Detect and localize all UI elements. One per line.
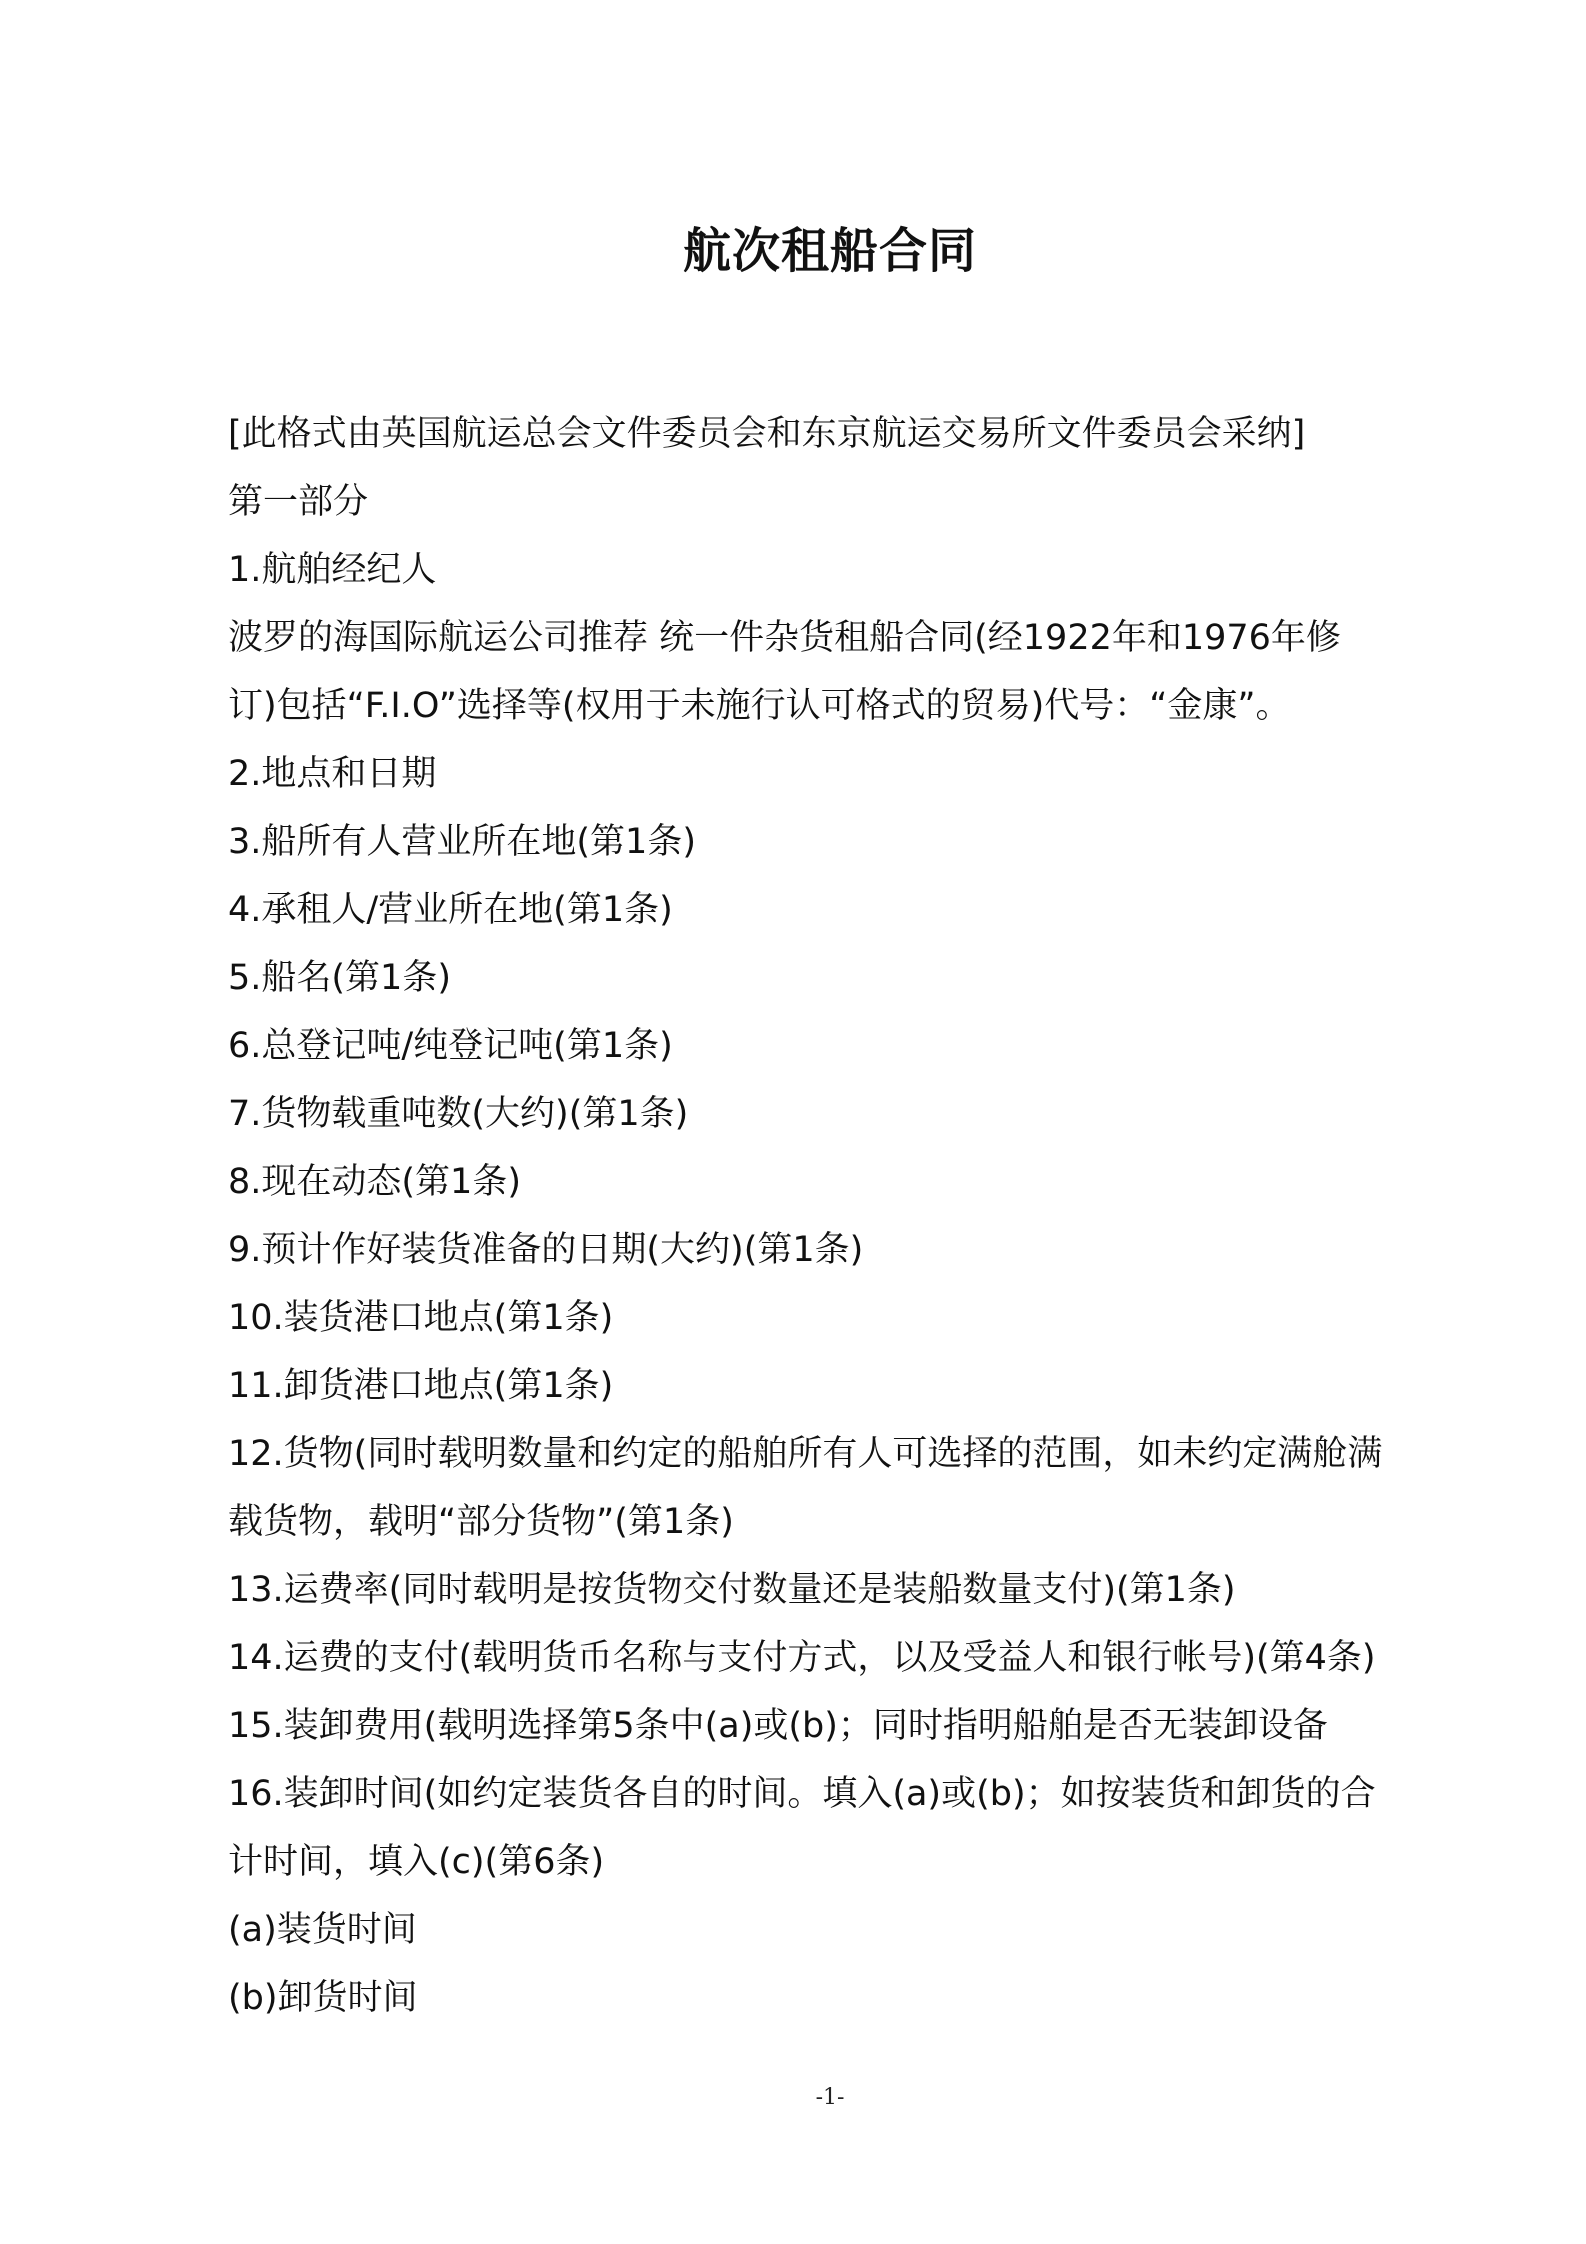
item-1-broker: 1.航舶经纪人 bbox=[228, 550, 437, 590]
item-16a-loading-time: (a)装货时间 bbox=[228, 1910, 417, 1950]
item-15-loading-costs: 15.装卸费用(载明选择第5条中(a)或(b)；同时指明船舶是否无装卸设备 bbox=[228, 1706, 1328, 1746]
item-4-charterer-office: 4.承租人/营业所在地(第1条) bbox=[228, 890, 673, 930]
item-10-loading-port: 10.装货港口地点(第1条) bbox=[228, 1298, 614, 1338]
document-body bbox=[228, 400, 1448, 2032]
item-16-laytime-line-1: 16.装卸时间(如约定装货各自的时间。填入(a)或(b)；如按装货和卸货的合 bbox=[228, 1774, 1376, 1814]
item-3-owner-office: 3.船所有人营业所在地(第1条) bbox=[228, 822, 696, 862]
broker-description-line-2: 订)包括“F.I.O”选择等(权用于未施行认可格式的贸易)代号：“金康”。 bbox=[228, 686, 1291, 726]
item-8-position: 8.现在动态(第1条) bbox=[228, 1162, 521, 1202]
adoption-note: [此格式由英国航运总会文件委员会和东京航运交易所文件委员会采纳] bbox=[228, 414, 1306, 454]
item-12-cargo-line-1: 12.货物(同时载明数量和约定的船舶所有人可选择的范围，如未约定满舱满 bbox=[228, 1434, 1383, 1474]
page-number: -1- bbox=[815, 2085, 845, 2110]
item-6-tonnage: 6.总登记吨/纯登记吨(第1条) bbox=[228, 1026, 673, 1066]
item-5-vessel-name: 5.船名(第1条) bbox=[228, 958, 451, 998]
item-2-place-date: 2.地点和日期 bbox=[228, 754, 437, 794]
broker-description-line-1: 波罗的海国际航运公司推荐 统一件杂货租船合同(经1922年和1976年修 bbox=[228, 618, 1341, 658]
item-13-freight-rate: 13.运费率(同时载明是按货物交付数量还是装船数量支付)(第1条) bbox=[228, 1570, 1236, 1610]
item-14-freight-payment: 14.运费的支付(载明货币名称与支付方式，以及受益人和银行帐号)(第4条) bbox=[228, 1638, 1376, 1678]
document-title: 航次租船合同 bbox=[682, 223, 977, 279]
part-heading: 第一部分 bbox=[228, 482, 369, 522]
item-16b-discharging-time: (b)卸货时间 bbox=[228, 1978, 418, 2018]
item-11-discharging-port: 11.卸货港口地点(第1条) bbox=[228, 1366, 614, 1406]
item-9-expected-ready-date: 9.预计作好装货准备的日期(大约)(第1条) bbox=[228, 1230, 864, 1270]
item-16-laytime-line-2: 计时间，填入(c)(第6条) bbox=[228, 1842, 605, 1882]
item-12-cargo-line-2: 载货物，载明“部分货物”(第1条) bbox=[228, 1502, 734, 1542]
item-7-deadweight: 7.货物载重吨数(大约)(第1条) bbox=[228, 1094, 689, 1134]
